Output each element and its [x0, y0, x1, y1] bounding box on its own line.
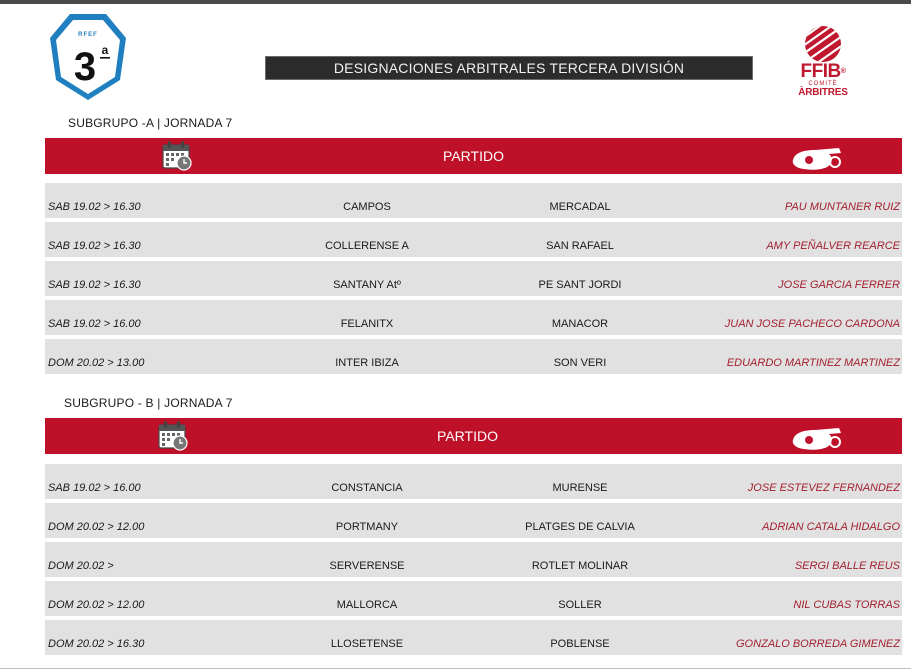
away-team: MERCADAL: [549, 201, 611, 213]
away-team: MURENSE: [552, 482, 608, 494]
match-date: DOM 20.02 > 13.00: [48, 357, 145, 369]
match-date: DOM 20.02 > 16.30: [48, 638, 145, 650]
away-team: SON VERI: [553, 357, 607, 369]
referee-name: JUAN JOSE PACHECO CARDONA: [724, 318, 900, 330]
away-team: SAN RAFAEL: [546, 240, 614, 252]
home-team: INTER IBIZA: [335, 357, 399, 369]
rfef-division-badge: [46, 8, 130, 104]
home-team: SERVERENSE: [329, 560, 405, 572]
whistle-icon: [789, 142, 845, 170]
match-row: [45, 261, 902, 296]
away-team: MANACOR: [551, 318, 609, 330]
ffib-ball-icon: [803, 24, 843, 64]
match-row: [45, 620, 902, 655]
subgroup-a-header: [45, 138, 902, 174]
away-team: POBLENSE: [550, 638, 610, 650]
away-team: PLATGES DE CALVIA: [525, 521, 635, 533]
referee-name: PAU MUNTANER RUIZ: [784, 201, 900, 213]
ffib-wordmark: FFIB®: [800, 61, 846, 82]
referee-name: EDUARDO MARTINEZ MARTINEZ: [726, 357, 900, 369]
match-date: DOM 20.02 > 12.00: [48, 521, 145, 533]
badge-division-number: 3: [73, 45, 97, 89]
referee-name: ADRIAN CATALA HIDALGO: [762, 521, 900, 533]
home-team: LLOSETENSE: [330, 638, 404, 650]
badge-superscript: a: [101, 43, 109, 57]
subgroup-b-header: [45, 418, 902, 454]
subgroup-b-label: SUBGRUPO - B | JORNADA 7: [64, 396, 233, 410]
referee-name: AMY PEÑALVER REARCE: [766, 240, 900, 252]
partido-header-label: PARTIDO: [437, 428, 498, 444]
match-row: [45, 503, 902, 538]
referee-name: SERGI BALLE REUS: [794, 560, 900, 572]
referee-name: JOSE GARCIA FERRER: [778, 279, 900, 291]
match-row: [45, 581, 902, 616]
away-team: ROTLET MOLINAR: [531, 560, 629, 572]
top-border: [0, 0, 911, 4]
match-date: SAB 19.02 > 16.30: [48, 201, 141, 213]
match-date: DOM 20.02 >: [48, 560, 114, 572]
home-team: CAMPOS: [343, 201, 391, 213]
home-team: PORTMANY: [335, 521, 399, 533]
match-row: [45, 222, 902, 257]
referee-name: GONZALO BORREDA GIMENEZ: [735, 638, 900, 650]
match-date: SAB 19.02 > 16.30: [48, 240, 141, 252]
whistle-icon: [789, 422, 845, 450]
home-team: MALLORCA: [336, 599, 398, 611]
home-team: COLLERENSE A: [325, 240, 409, 252]
match-date: SAB 19.02 > 16.30: [48, 279, 141, 291]
referee-name: NIL CUBAS TORRAS: [793, 599, 900, 611]
match-row: [45, 464, 902, 499]
badge-org-text: RFEF: [78, 32, 98, 38]
subgroup-a-label: SUBGRUPO -A | JORNADA 7: [68, 116, 233, 130]
partido-header-label: PARTIDO: [443, 148, 504, 164]
ffib-arbitres-text: ÀRBITRES: [798, 87, 848, 98]
rfef-shield-icon: [46, 8, 130, 104]
match-row: [45, 183, 902, 218]
away-team: PE SANT JORDI: [538, 279, 622, 291]
referee-name: JOSE ESTEVEZ FERNANDEZ: [747, 482, 900, 494]
match-date: DOM 20.02 > 12.00: [48, 599, 145, 611]
away-team: SOLLER: [558, 599, 602, 611]
ffib-logo: [792, 24, 854, 104]
match-date: SAB 19.02 > 16.00: [48, 482, 141, 494]
bottom-divider: [0, 668, 911, 669]
page-title: DESIGNACIONES ARBITRALES TERCERA DIVISIÓN: [265, 56, 753, 80]
home-team: FELANITX: [340, 318, 394, 330]
home-team: SANTANY Atº: [333, 279, 401, 291]
match-row: [45, 542, 902, 577]
match-row: [45, 300, 902, 335]
ffib-comite-text: COMITÈ: [808, 81, 838, 87]
match-date: SAB 19.02 > 16.00: [48, 318, 141, 330]
home-team: CONSTANCIA: [331, 482, 403, 494]
match-row: [45, 339, 902, 374]
